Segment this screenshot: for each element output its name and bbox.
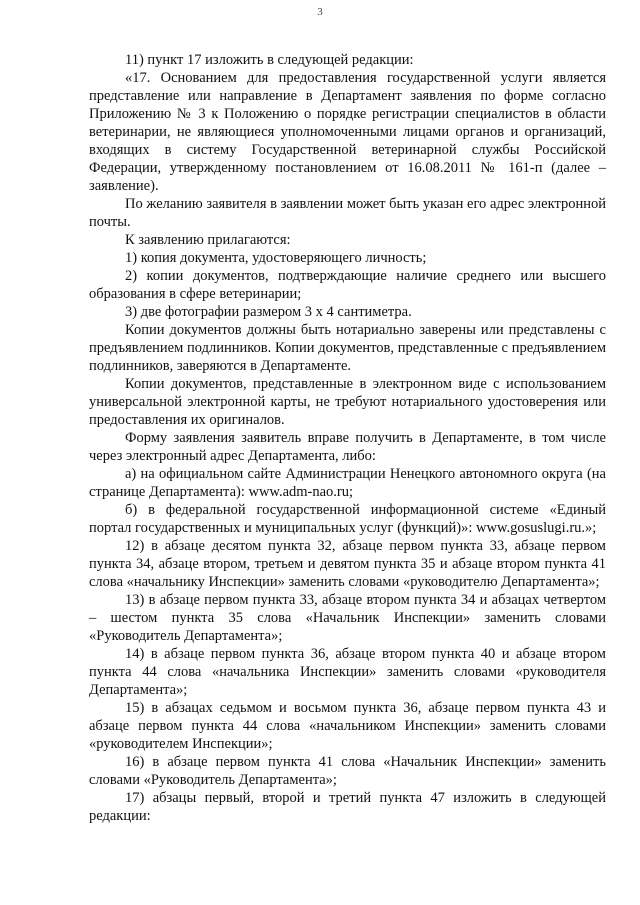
list-item: б) в федеральной государственной информационной системе «Единый портал государственных и муниципальных услуг (функций)»: www.gosuslugi.ru.»; — [89, 502, 606, 536]
list-item: 2) копии документов, подтверждающие наличие среднего или высшего образования в сфере ветеринарии; — [89, 268, 606, 302]
amendment-item: 12) в абзаце десятом пункта 32, абзаце первом пункта 33, абзаце первом пункта 34, абзаце втором, третьем и девятом пункта 35 и абзаце втором пункта 41 слова «начальнику Инспекции» заменить словами «руководителю Департамента»; — [89, 538, 606, 590]
paragraph: 11) пункт 17 изложить в следующей редакции: — [125, 52, 414, 68]
list-item: 1) копия документа, удостоверяющего личность; — [125, 250, 427, 266]
paragraph: «17. Основанием для предоставления государственной услуги является представление или направление в Департамент заявления по форме согласно Приложению № 3 к Положению о порядке регистрации специалистов в области ветеринарии, не являющиеся уполномоченными лицами органов и организаций, входящих в систему Государственной ветеринарной службы Российской Федерации, утвержденному постановлением от 16.08.2011 № 161-п (далее – заявление). — [89, 70, 606, 194]
paragraph: К заявлению прилагаются: — [125, 232, 291, 248]
amendment-item: 13) в абзаце первом пункта 33, абзаце втором пункта 34 и абзацах четвертом – шестом пункта 35 слова «Начальник Инспекции» заменить словами «Руководитель Департамента»; — [89, 592, 606, 644]
paragraph: По желанию заявителя в заявлении может быть указан его адрес электронной почты. — [89, 196, 606, 230]
paragraph: Копии документов должны быть нотариально заверены или представлены с предъявлением подлинников. Копии документов, представленные с предъявлением подлинников, заверяются в Департаменте. — [89, 322, 606, 374]
list-item: 3) две фотографии размером 3 х 4 сантиметра. — [125, 304, 412, 320]
page-number: 3 — [317, 6, 323, 18]
paragraph: Форму заявления заявитель вправе получить в Департаменте, в том числе через электронный адрес Департамента, либо: — [89, 430, 606, 464]
list-item: а) на официальном сайте Администрации Ненецкого автономного округа (на странице Департамента): www.adm-nao.ru; — [89, 466, 606, 500]
amendment-item: 14) в абзаце первом пункта 36, абзаце втором пункта 40 и абзаце втором пункта 44 слова «начальника Инспекции» заменить словами «руководителя Департамента»; — [89, 646, 606, 698]
amendment-item: 17) абзацы первый, второй и третий пункта 47 изложить в следующей редакции: — [89, 790, 606, 824]
amendment-item: 16) в абзаце первом пункта 41 слова «Начальник Инспекции» заменить словами «Руководитель Департамента»; — [89, 754, 606, 788]
amendment-item: 15) в абзацах седьмом и восьмом пункта 36, абзаце первом пункта 43 и абзаце первом пункта 44 слова «начальником Инспекции» заменить словами «руководителем Инспекции»; — [89, 700, 606, 752]
document-body — [89, 51, 606, 825]
paragraph: Копии документов, представленные в электронном виде с использованием универсальной электронной карты, не требуют нотариального удостоверения или предоставления их оригиналов. — [89, 376, 606, 428]
